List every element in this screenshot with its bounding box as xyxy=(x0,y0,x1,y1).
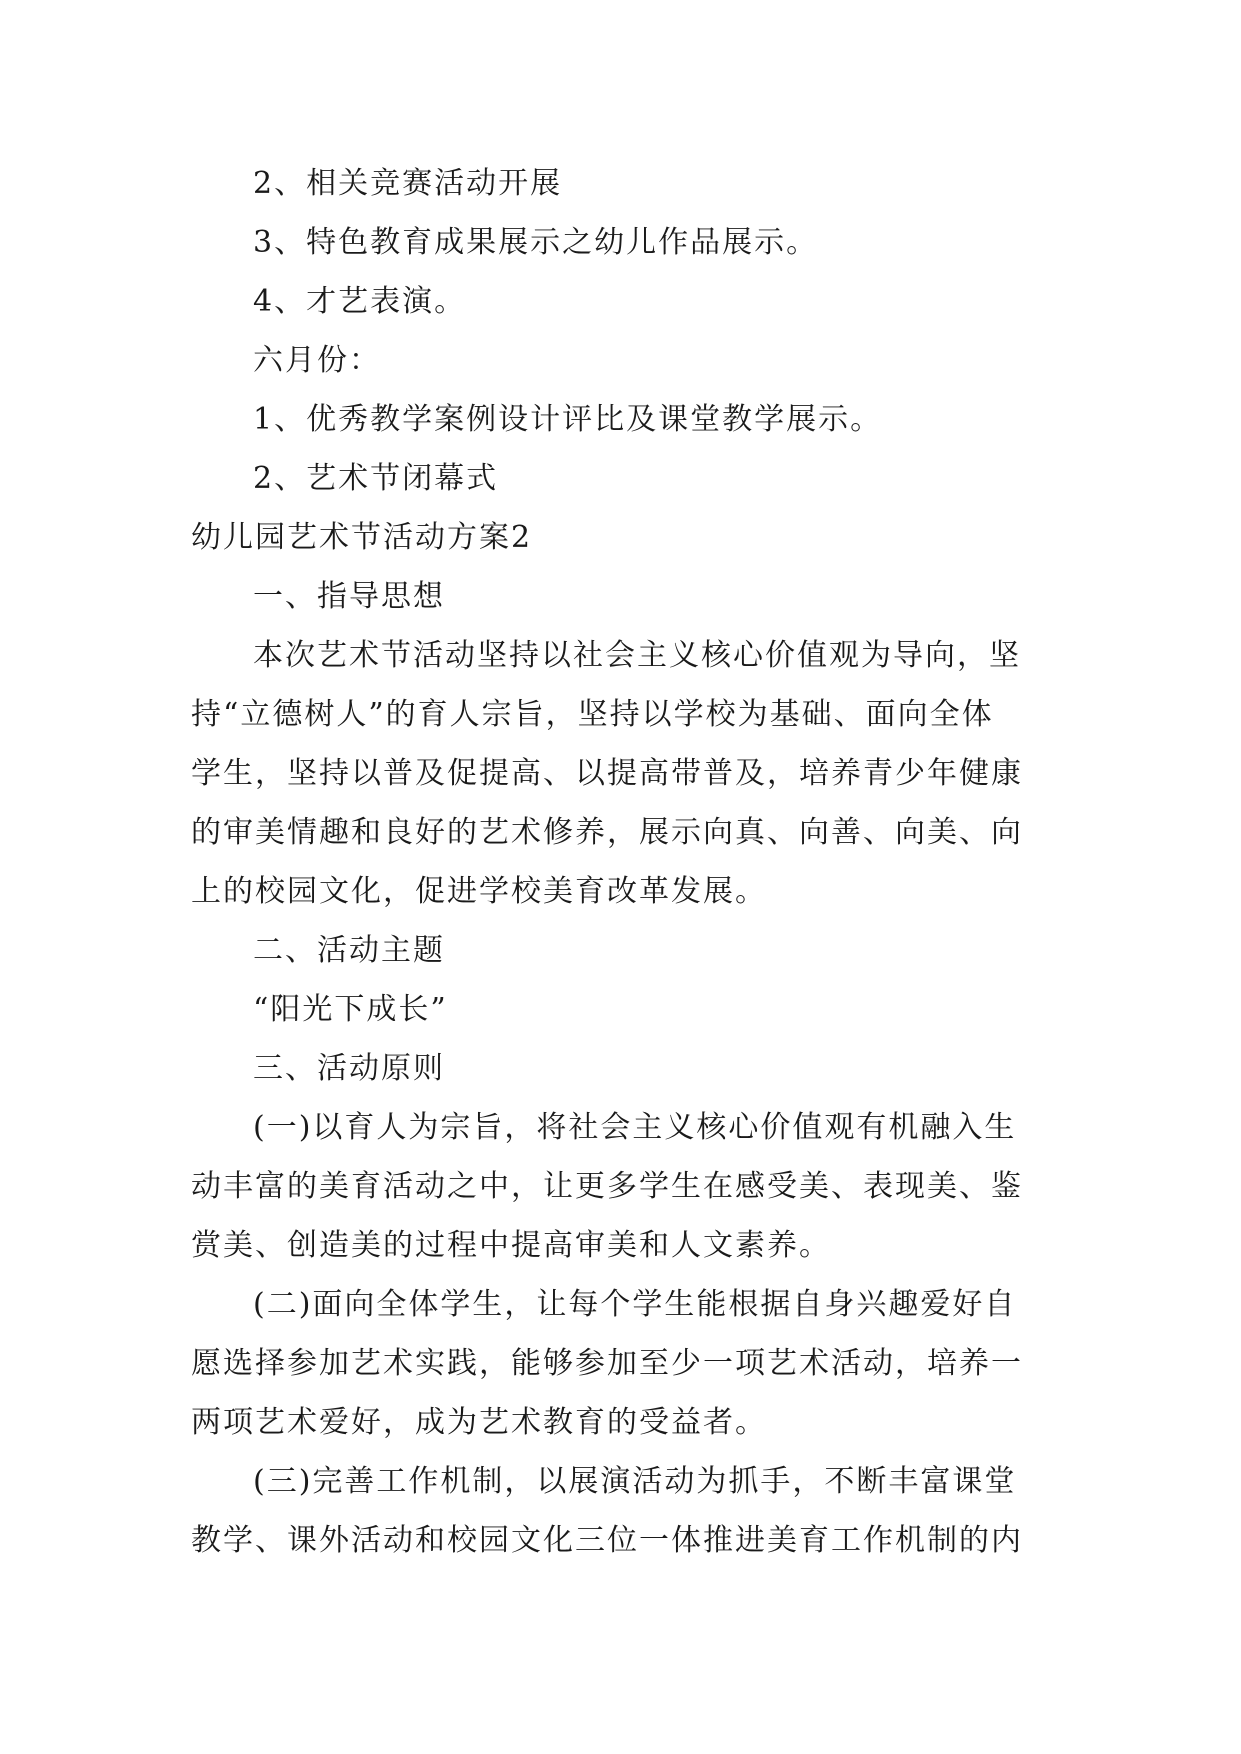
paragraph-line: 赏美、创造美的过程中提高审美和人文素养。 xyxy=(191,1228,831,1263)
paragraph-line: 学生，坚持以普及促提高、以提高带普及，培养青少年健康 xyxy=(191,756,1023,791)
heading-activity-theme: 二、活动主题 xyxy=(253,933,445,968)
list-item-1-teaching-cases: 1、优秀教学案例设计评比及课堂教学展示。 xyxy=(253,402,883,437)
paragraph-line: 持“立德树人”的育人宗旨，坚持以学校为基础、面向全体 xyxy=(191,697,994,732)
paragraph-line: 两项艺术爱好，成为艺术教育的受益者。 xyxy=(191,1405,767,1440)
list-item-3-works-display: 3、特色教育成果展示之幼儿作品展示。 xyxy=(253,225,819,260)
paragraph-line: 动丰富的美育活动之中，让更多学生在感受美、表现美、鉴 xyxy=(191,1169,1023,1204)
list-item-4-talent-show: 4、才艺表演。 xyxy=(253,284,467,319)
theme-text: “阳光下成长” xyxy=(253,992,448,1027)
paragraph-line: 教学、课外活动和校园文化三位一体推进美育工作机制的内 xyxy=(191,1523,1023,1558)
heading-guiding-ideology: 一、指导思想 xyxy=(253,579,445,614)
paragraph-line: 上的校园文化，促进学校美育改革发展。 xyxy=(191,874,767,909)
month-heading-june: 六月份： xyxy=(253,343,381,378)
paragraph-line: 本次艺术节活动坚持以社会主义核心价值观为导向，坚 xyxy=(253,638,1021,673)
paragraph-line: (一)以育人为宗旨，将社会主义核心价值观有机融入生 xyxy=(253,1110,1017,1145)
heading-activity-principles: 三、活动原则 xyxy=(253,1051,445,1086)
paragraph-line: 愿选择参加艺术实践，能够参加至少一项艺术活动，培养一 xyxy=(191,1346,1023,1381)
list-item-2-competitions: 2、相关竞赛活动开展 xyxy=(253,166,563,201)
list-item-2-closing: 2、艺术节闭幕式 xyxy=(253,461,499,496)
paragraph-line: (三)完善工作机制，以展演活动为抓手，不断丰富课堂 xyxy=(253,1464,1017,1499)
section-title: 幼儿园艺术节活动方案2 xyxy=(191,520,533,555)
paragraph-line: (二)面向全体学生，让每个学生能根据自身兴趣爱好自 xyxy=(253,1287,1017,1322)
paragraph-line: 的审美情趣和良好的艺术修养，展示向真、向善、向美、向 xyxy=(191,815,1023,850)
